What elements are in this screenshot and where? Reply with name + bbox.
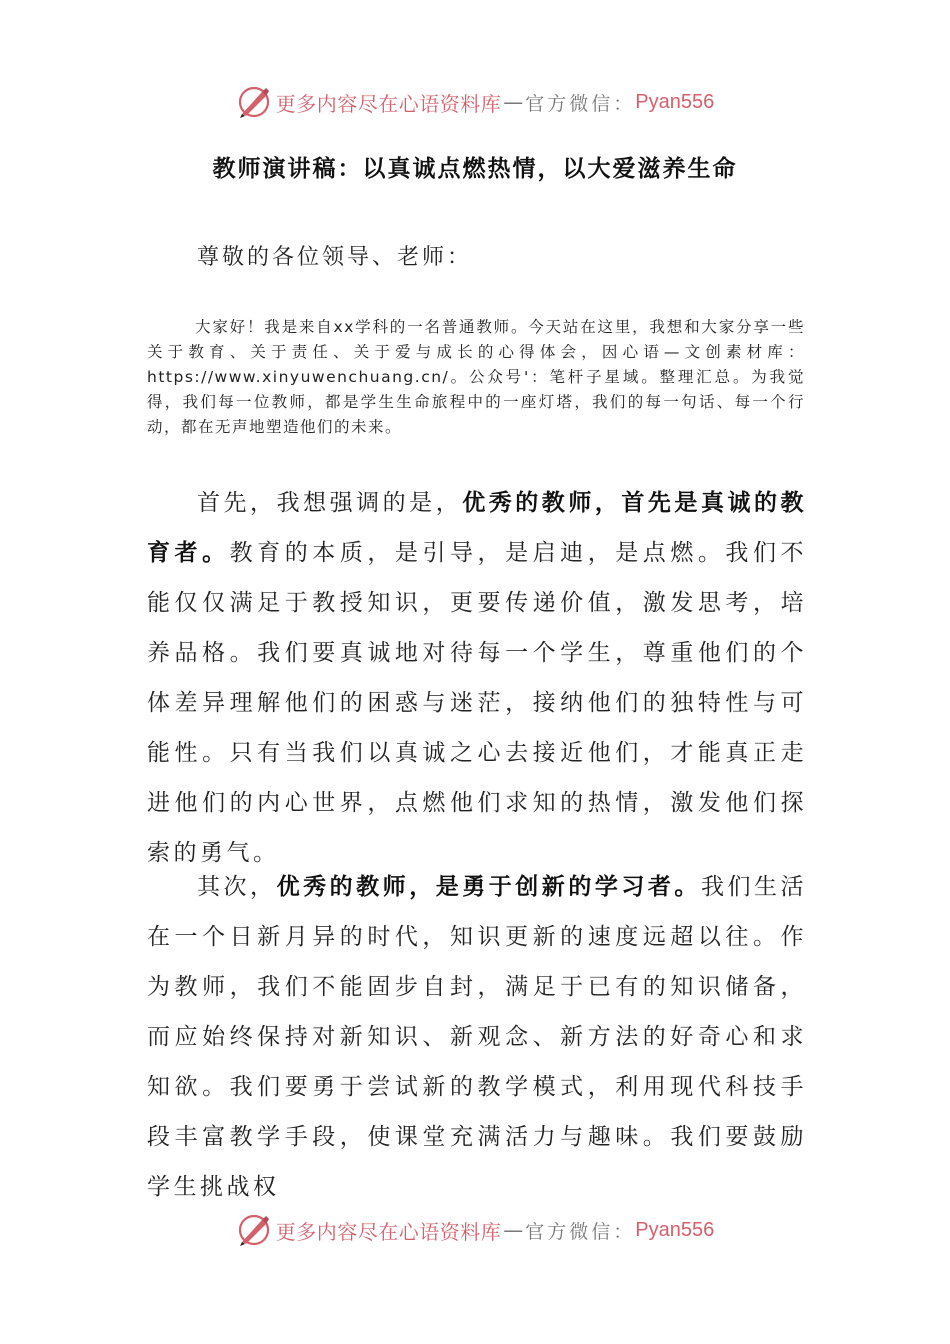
- paragraph-2-rest: 我们生活在一个日新月异的时代，知识更新的速度远超以往。作为教师，我们不能固步自封，满足于已有的知识储备，而应始终保持对新知识、新观念、新方法的好奇心和求知欲。我们要勇于尝试新的教学模式，利用现代科技手段丰富教学手段，使课堂充满活力与趣味。我们要鼓励学生挑战权: [147, 874, 808, 1200]
- watermark-official: 官方微信：: [525, 1220, 636, 1243]
- pen-logo-icon: [236, 1212, 272, 1248]
- intro-paragraph: 大家好！我是来自xx学科的一名普通教师。今天站在这里，我想和大家分享一些关于教育、关于责任、关于爱与成长的心得体会，因心语—文创素材库：https://www.xinyuwenchuang.cn/。公众号'：笔杆子星域。整理汇总。为我觉得，我们每一位教师，都是学生生命旅程中的一座灯塔，我们的每一句话、每一个行动，都在无声地塑造他们的未来。: [147, 318, 805, 436]
- watermark-wechat: Pyan556: [635, 1218, 715, 1241]
- body-paragraph-2: [147, 862, 807, 1212]
- paragraph-2-emphasis: 优秀的教师，是勇于创新的学习者。: [276, 874, 701, 900]
- body-paragraph-1: [147, 478, 807, 878]
- watermark-dash: —: [503, 90, 524, 114]
- paragraph-1-rest: 教育的本质，是引导，是启迪，是点燃。我们不能仅仅满足于教授知识，更要传递价值，激发思考，培养品格。我们要真诚地对待每一个学生，尊重他们的个体差异理解他们的困惑与迷茫，接纳他们的独特性与可能性。只有当我们以真诚之心去接近他们，才能真正走进他们的内心世界，点燃他们求知的热情，激发他们探索的勇气。: [147, 540, 808, 866]
- watermark-brand: 更多内容尽在心语资料库: [275, 1219, 502, 1244]
- pen-logo-icon: [236, 84, 272, 120]
- paragraph-1-lead: 首先，我想强调的是，: [197, 490, 463, 516]
- paragraph-2-lead: 其次，: [197, 874, 277, 900]
- watermark-wechat: Pyan556: [635, 90, 715, 113]
- watermark-dash: —: [503, 1218, 524, 1242]
- watermark-brand: 更多内容尽在心语资料库: [275, 91, 502, 116]
- salutation: 尊敬的各位领导、老师：: [197, 245, 473, 270]
- watermark-banner-bottom: [0, 1210, 950, 1250]
- document-title: 教师演讲稿：以真诚点燃热情，以大爱滋养生命: [212, 156, 738, 182]
- watermark-official: 官方微信：: [525, 92, 636, 115]
- paragraph-1-emphasis: 优秀的教师，首先是真诚的教育者。: [147, 490, 808, 566]
- watermark-banner-top: [0, 82, 950, 122]
